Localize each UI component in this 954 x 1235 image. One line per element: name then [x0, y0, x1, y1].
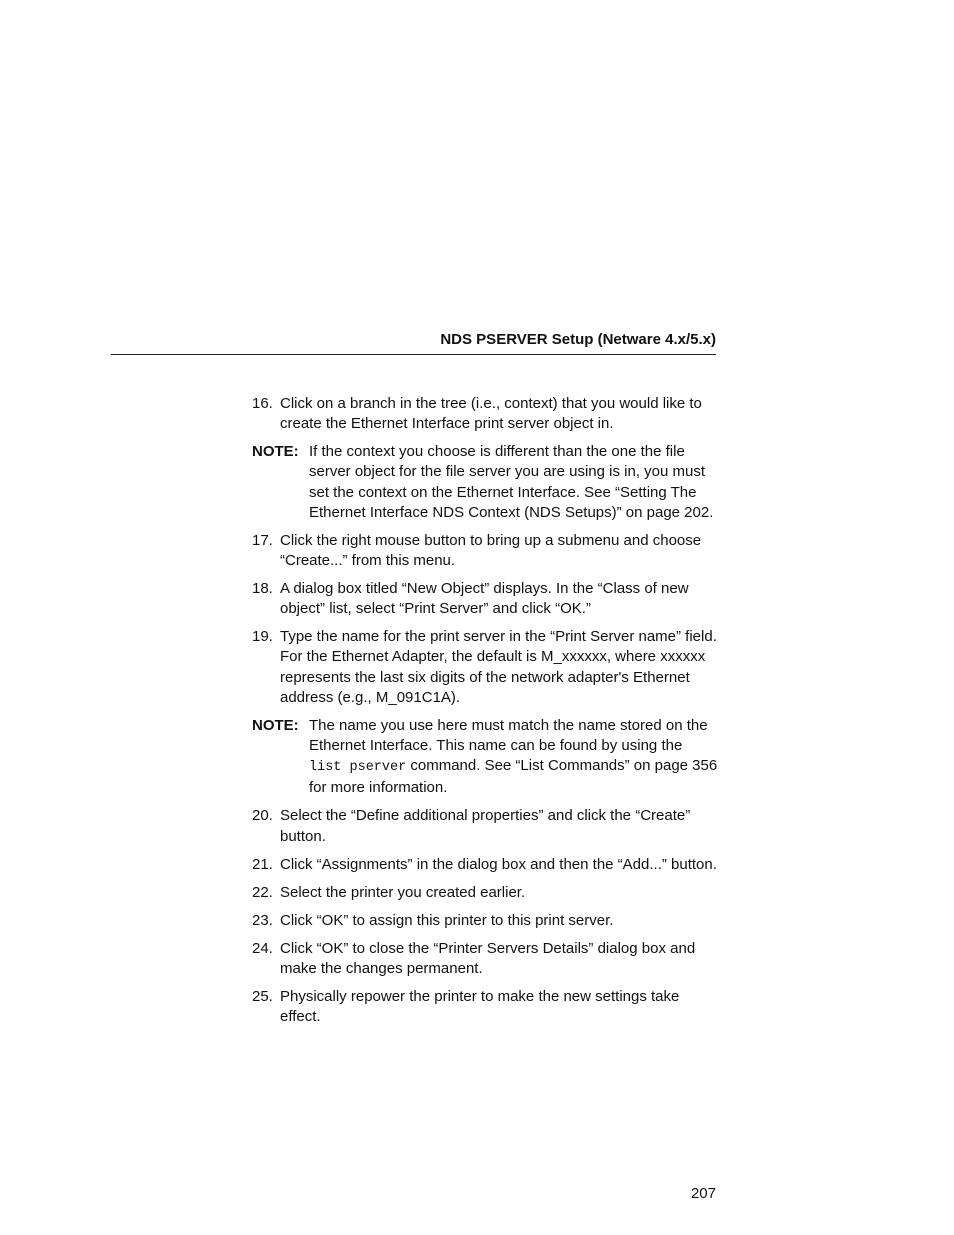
step-number: 23. [252, 911, 273, 929]
step-number: 21. [252, 855, 273, 873]
step-text: Click “Assignments” in the dialog box and then the “Add...” button. [280, 855, 717, 873]
step-number: 18. [252, 580, 273, 598]
step-text: Type the name for the print server in the “Print Server name” field. For the Ethernet Adapter, the default is M_xxxxxx, where xxxxxx represents the last six digits of the network adapter's Ethernet address (e.g., M_091C1A). [280, 628, 717, 706]
command-code: list pserver [309, 760, 407, 776]
step-text: Physically repower the printer to make the new settings take effect. [280, 987, 680, 1026]
note-text-before: The name you use here must match the name stored on the Ethernet Interface. This name can be found by using the [309, 716, 708, 755]
step-number: 16. [252, 395, 273, 412]
note-context [252, 442, 718, 523]
step-21 [252, 855, 718, 875]
step-text: A dialog box titled “New Object” displays. In the “Class of new object” list, select “Print Server” and click “OK.” [280, 580, 689, 618]
step-20 [252, 806, 718, 846]
step-text: Select the printer you created earlier. [280, 883, 526, 901]
step-text: Click “OK” to close the “Printer Servers Details” dialog box and make the changes permanent. [280, 939, 696, 977]
step-text: Click the right mouse button to bring up a submenu and choose “Create...” from this menu. [280, 531, 702, 570]
step-16 [252, 394, 718, 434]
step-number: 20. [252, 807, 273, 825]
note-label: NOTE: [252, 716, 299, 734]
note-server-name [252, 716, 718, 799]
step-23 [252, 911, 718, 931]
header-divider [111, 354, 716, 355]
step-number: 25. [252, 987, 273, 1005]
step-number: 24. [252, 939, 273, 957]
step-18 [252, 579, 718, 619]
page-number: 207 [690, 1185, 716, 1202]
step-number: 17. [252, 531, 273, 549]
step-text: Select the “Define additional properties” and click the “Create” button. [280, 807, 691, 845]
step-number: 22. [252, 883, 273, 901]
step-text: Click on a branch in the tree (i.e., context) that you would like to create the Ethernet Interface print server object in. [280, 395, 702, 433]
step-17 [252, 531, 718, 571]
step-19 [252, 627, 718, 708]
note-text-after: command. See “List Commands” on page 356 for more information. [309, 757, 718, 797]
note-text [309, 716, 718, 799]
step-25 [252, 987, 718, 1027]
procedure-list [252, 394, 718, 1035]
step-number: 19. [252, 628, 273, 646]
step-22 [252, 883, 718, 903]
note-label: NOTE: [252, 443, 299, 461]
step-24 [252, 939, 718, 979]
step-text: Click “OK” to assign this printer to this print server. [280, 911, 614, 929]
running-header-title: NDS PSERVER Setup (Netware 4.x/5.x) [440, 331, 716, 348]
note-text: If the context you choose is different than the one the file server object for the file server you are using is in, you must set the context on the Ethernet Interface. See “Setting The Ethernet Interface NDS Context (NDS Setups)” on page 202. [309, 443, 714, 521]
